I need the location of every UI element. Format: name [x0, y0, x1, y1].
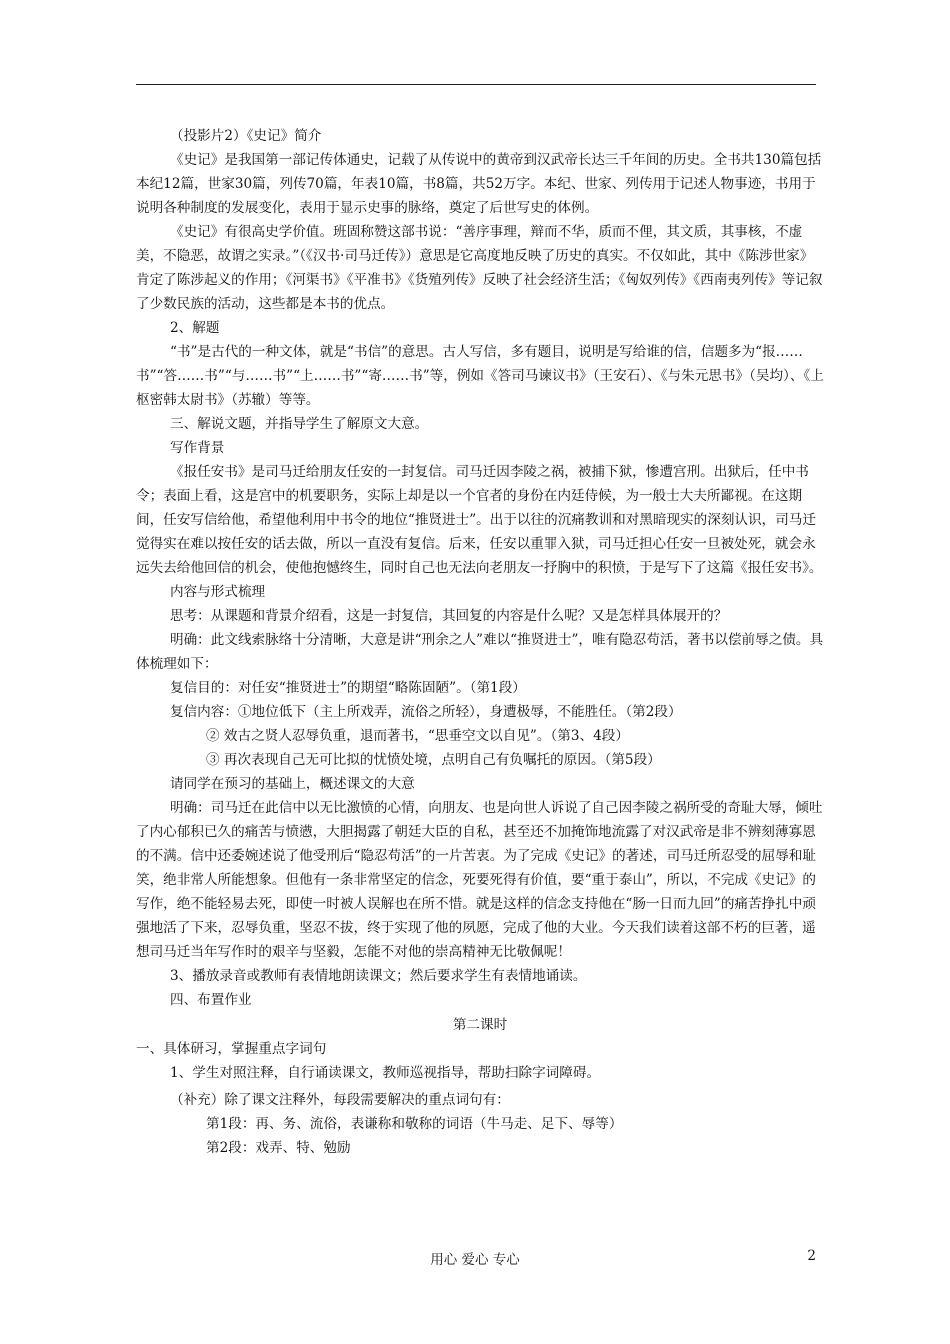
paragraph-shiji-value: 《史记》有很高史学价值。班固称赞这部书说：“善序事理，辩而不华，质而不俚，其文质，其事核，不虚美，不隐恶，故谓之实录。”（《汉书·司马迁传》）意思是它高度地反映了历史的真实。不仅如此，其中《陈涉世家》肯定了陈涉起义的作用；《河渠书》《平准书》《货殖列传》反映了社会经济生活；《匈奴列传》《西南夷列传》等记叙了少数民族的活动，这些都是本书的优点。 — [136, 224, 823, 312]
paragraph-recording: 3、播放录音或教师有表情地朗读课文；然后要求学生有表情地诵读。 — [170, 968, 587, 984]
section-heading-4: 四、布置作业 — [170, 992, 252, 1008]
paragraph-clarify: 明确：此文线索脉络十分清晰，大意是讲“刑余之人”难以“推贤进士”，唯有隐忍苟活，著书以偿前辱之债。具体梳理如下： — [136, 632, 824, 672]
paragraph-question: 思考：从课题和背景介绍看，这是一封复信，其回复的内容是什么呢？又是怎样具体展开的？ — [170, 608, 728, 624]
list-item-content-2: ② 效古之贤人忍辱负重，退而著书，“思垂空文以自见”。（第3、4段） — [206, 728, 629, 744]
footer-motto: 用心 爱心 专心 — [430, 1252, 520, 1268]
list-item-purpose: 复信目的：对任安“推贤进士”的期望“略陈固陋”。（第1段） — [170, 680, 526, 696]
list-item-para-2: 第2段：戏弄、特、勉励 — [206, 1140, 351, 1156]
paragraph-shiji-intro: 《史记》是我国第一部记传体通史，记载了从传说中的黄帝到汉武帝长达三千年间的历史。全书共130篇包括本纪12篇，世家30篇，列传70篇，年表10篇，书8篇，共52万字。本纪、世家、列传用于记述人物事迹，书用于说明各种制度的发展变化，表用于显示史事的脉络，奠定了后世写史的体例。 — [136, 152, 822, 216]
header-rule — [136, 84, 816, 85]
paragraph-step-1: 1、学生对照注释，自行诵读课文，教师巡视指导，帮助扫除字词障碍。 — [170, 1065, 601, 1081]
list-item-content-3: ③ 再次表现自己无可比拟的忧愤处境，点明自己有负嘱托的原因。（第5段） — [206, 752, 661, 768]
lesson-heading: 第二课时 — [452, 1017, 508, 1033]
paragraph-summary: 明确：司马迁在此信中以无比激愤的心情，向朋友、也是向世人诉说了自己因李陵之祸所受的奇耻大辱，倾吐了内心郁积已久的痛苦与愤懑，大胆揭露了朝廷大臣的自私，甚至还不加掩饰地流露了对汉武帝是非不辨刻薄寡恩的不满。信中还委婉述说了他受刑后“隐忍苟活”的一片苦衷。为了完成《史记》的著述，司马迁所忍受的屈辱和耻笑，绝非常人所能想象。但他有一条非常坚定的信念，死要死得有价值，要“重于泰山”，所以，不完成《史记》的写作，绝不能轻易去死，即使一时被人误解也在所不惜。就是这样的信念支持他在“肠一日而九回”的痛苦挣扎中顽强地活了下来，忍辱负重，坚忍不拔，终于实现了他的夙愿，完成了他的大业。今天我们读着这部不朽的巨著，遥想司马迁当年写作时的艰辛与坚毅，怎能不对他的崇高精神无比敬佩呢！ — [136, 800, 823, 960]
section-heading-jieti: 2、解题 — [170, 320, 220, 336]
slide-heading: （投影片2）《史记》简介 — [170, 128, 322, 144]
list-item-para-1: 第1段：再、务、流俗，表谦称和敬称的词语（牛马走、足下、辱等） — [206, 1116, 623, 1132]
paragraph-prompt: 请同学在预习的基础上，概述课文的大意 — [170, 776, 415, 792]
section-heading-1: 一、具体研习，掌握重点字词句 — [136, 1041, 327, 1057]
subheading-background: 写作背景 — [170, 440, 225, 456]
list-item-content-1: 复信内容：①地位低下（主上所戏弄，流俗之所轻），身遭极辱，不能胜任。（第2段） — [170, 704, 682, 720]
paragraph-background: 《报任安书》是司马迁给朋友任安的一封复信。司马迁因李陵之祸，被捕下狱，惨遭宫刑。出狱后，任中书令；表面上看，这是宫中的机要职务，实际上却是以一个官者的身份在内廷侍候，为一般士大夫所鄙视。在这期间，任安写信给他，希望他利用中书令的地位“推贤进士”。出于以往的沉痛教训和对黑暗现实的深刻认识，司马迁觉得实在难以按任安的话去做，所以一直没有复信。后来，任安以重罪入狱，司马迁担心任安一旦被处死，就会永远失去给他回信的机会，使他抱憾终生，同时自己也无法向老朋友一抒胸中的积愤，于是写下了这篇《报任安书》。 — [136, 464, 823, 576]
document-body — [136, 124, 824, 1160]
paragraph-supplement: （补充）除了课文注释外，每段需要解决的重点词句有： — [170, 1092, 510, 1108]
section-heading-3: 三、解说文题，并指导学生了解原文大意。 — [170, 416, 429, 432]
page-number: 2 — [807, 1248, 816, 1264]
subheading-structure: 内容与形式梳理 — [170, 584, 266, 600]
paragraph-jieti: “书”是古代的一种文体，就是“书信”的意思。古人写信，多有题目，说明是写给谁的信，信题多为“报……书”“答……书”“与……书”“上……书”“寄……书”等，例如《答司马谏议书》（王安石）、《与朱元思书》（吴均）、《上枢密韩太尉书》（苏辙）等等。 — [136, 344, 824, 408]
